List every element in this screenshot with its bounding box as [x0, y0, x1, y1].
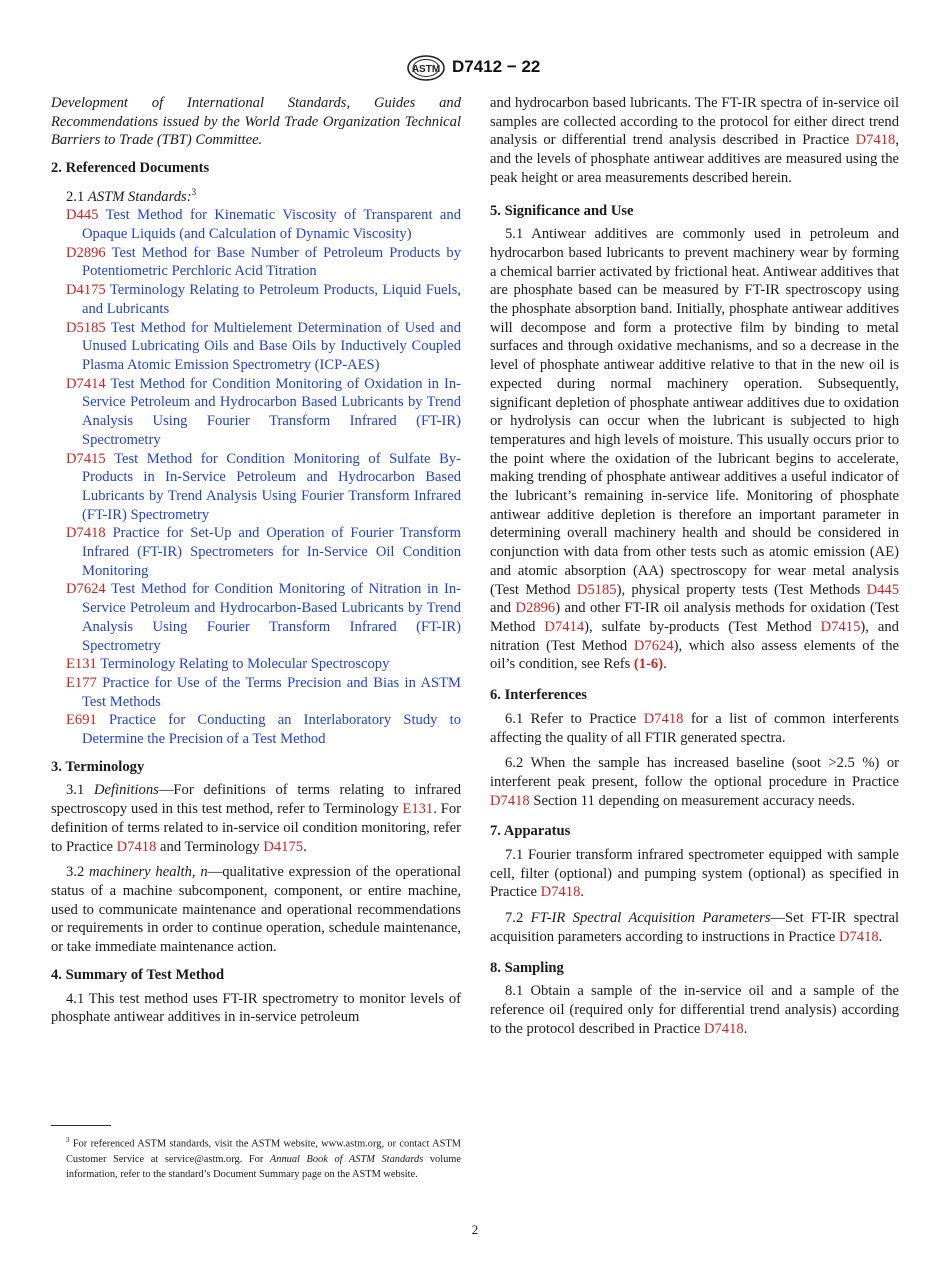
intro-text: Development of International Standards, Guides and Recommendations issued by the World Trade Organization Technical Barriers to Trade (TBT) Committee.: [51, 95, 461, 149]
section-2-heading: 2. Referenced Documents: [51, 160, 210, 177]
link-d7418[interactable]: D7418: [540, 884, 581, 901]
reference-title[interactable]: Test Method for Multielement Determination of Used and Unused Lubricating Oils and Base Oils by Inductively Coupled Plasma Atomic Emission Spectrometry (ICP-AES): [82, 319, 461, 373]
reference-item: [51, 450, 461, 525]
paragraph-7-2: 7.2 FT-IR Spectral Acquisition Parameters—Set FT-IR spectral acquisition parameters according to instructions in Practice D7418.: [490, 910, 900, 945]
link-d2896[interactable]: D2896: [515, 600, 556, 617]
section-7-heading: 7. Apparatus: [490, 823, 571, 840]
reference-item: [51, 206, 461, 243]
reference-title[interactable]: Test Method for Base Number of Petroleum Products by Potentiometric Perchloric Acid Titration: [82, 244, 462, 280]
reference-title[interactable]: Terminology Relating to Petroleum Products, Liquid Fuels, and Lubricants: [82, 282, 462, 317]
paragraph-5-1: 5.1 Antiwear additives are commonly used in petroleum and hydrocarbon based lubricants to prevent machinery wear by forming a chemical barrier activated by frictional heat. Antiwear additives that are phosphate based can be measured by FT-IR spectroscopy using the phosphate absorption band. Initially, phosphate antiwear additives will decompose and form a protective film by binding to metal surfaces and through oxidative mechanisms, and so a decrease in the level of phosphate antiwear additive relative to that in the new oil is expected during normal machinery operation. Subsequently, significant depletion of phosphate antiwear additives due to oxidation or hydrolysis can occur when the lubricant is subjected to high temperatures and high levels of moisture. This usually occurs prior to the point where the oxidation of the lubricant begins to accelerate, making trending of phosphate antiwear additives a useful indicator of the lubricant’s remaining in-service life. Monitoring of phosphate antiwear additive depletion is therefore an important parameter in determining overall machinery health and should be considered in conjunction with data from other tests such as atomic emission (AE) and atomic absorption (AA) spectroscopy for wear metal analysis (Test Method D5185), physical property tests (Test Methods D445 and D2896) and other FT-IR oil analysis methods for oxidation (Test Method D7414), sulfate by-products (Test Method D7415), and nitration (Test Method D7624), which also assess elements of the oil’s condition, see Refs (1-6).: [490, 226, 899, 673]
reference-link[interactable]: E177: [66, 674, 97, 691]
reference-link[interactable]: D445: [66, 207, 99, 224]
reference-title[interactable]: Test Method for Condition Monitoring of Nitration in In-Service Petroleum and Hydrocarbon-Based Lubricants by Trend Analysis Using Fourier Transform Infrared (FT-IR) Spectrometry: [82, 581, 461, 654]
reference-item: [51, 580, 461, 655]
section-6-heading: 6. Interferences: [490, 687, 587, 704]
paragraph-8-1: 8.1 Obtain a sample of the in-service oil and a sample of the reference oil (required only for differential trend analysis) according to the protocol described in Practice D7418.: [490, 983, 899, 1037]
reference-link[interactable]: D7624: [66, 581, 106, 598]
reference-item: [51, 711, 461, 748]
reference-list: [51, 206, 461, 748]
subsection-2-1: 2.1 ASTM Standards:$^3$: [66, 186, 197, 205]
link-d4175[interactable]: D4175: [263, 838, 304, 855]
paragraph-7-1: 7.1 Fourier transform infrared spectrometer equipped with sample cell, filter (optional) and pumping system (optional) as specified in Practice D7418.: [490, 847, 899, 901]
left-column: [51, 94, 461, 1027]
link-d7418[interactable]: D7418: [116, 838, 157, 855]
link-refs-1-6[interactable]: (1-6): [633, 656, 664, 673]
paragraph-3-1: 3.1 Definitions—For definitions of terms relating to infrared spectroscopy used in this test method, refer to Terminology E131. For definition of terms related to in-service oil condition monitoring, refer to Practice D7418 and Terminology D4175.: [51, 782, 461, 855]
link-d445[interactable]: D445: [866, 581, 899, 598]
reference-title[interactable]: Test Method for Condition Monitoring of Oxidation in In-Service Petroleum and Hydrocarbon Based Lubricants by Trend Analysis Using Fourier Transform Infrared (FT-IR) Spectrometry: [82, 375, 461, 448]
link-d7415[interactable]: D7415: [820, 618, 861, 635]
section-8-heading: 8. Sampling: [490, 959, 564, 976]
astm-logo-icon: [406, 55, 446, 81]
reference-item: [51, 674, 461, 711]
section-5-heading: 5. Significance and Use: [490, 202, 634, 219]
reference-title[interactable]: Practice for Conducting an Interlaboratory Study to Determine the Precision of a Test Method: [82, 712, 461, 748]
footnote-divider: [51, 1125, 111, 1126]
link-d7418[interactable]: D7418: [838, 928, 879, 945]
reference-item: [51, 375, 461, 450]
link-d7624[interactable]: D7624: [633, 637, 674, 654]
reference-title[interactable]: Test Method for Condition Monitoring of Sulfate By-Products in In-Service Petroleum and Hydrocarbon Based Lubricants by Trend Analysis Using Fourier Transform Infrared (FT-IR) Spectrometry: [82, 450, 462, 523]
paragraph-6-2: 6.2 When the sample has increased baseline (soot >2.5 %) or interferent peak present, follow the optional procedure in Practice D7418 Section 11 depending on measurement accuracy needs.: [490, 755, 899, 809]
reference-title[interactable]: Test Method for Kinematic Viscosity of Transparent and Opaque Liquids (and Calculation of Dynamic Viscosity): [82, 207, 462, 243]
reference-title[interactable]: Practice for Set-Up and Operation of Fourier Transform Infrared (FT-IR) Spectrometers for In-Service Oil Condition Monitoring: [82, 525, 461, 579]
reference-link[interactable]: D7415: [66, 450, 106, 467]
reference-link[interactable]: D2896: [66, 244, 106, 261]
link-d7418[interactable]: D7418: [643, 710, 684, 727]
reference-link[interactable]: D5185: [66, 319, 106, 336]
reference-item: [51, 244, 461, 281]
paragraph-4-1: 4.1 This test method uses FT-IR spectrometry to monitor levels of phosphate antiwear additives in in-service petroleum: [51, 990, 461, 1026]
link-d7414[interactable]: D7414: [544, 618, 585, 635]
reference-item: [51, 655, 461, 674]
footnote: $^3$ For referenced ASTM standards, visit the ASTM website, www.astm.org, or contact ASTM Customer Service at service@astm.org. For Annual Book of ASTM Standards volume information, refer to the standard’s Document Summary page on the ASTM website.: [66, 1136, 462, 1181]
reference-item: [51, 281, 461, 318]
section-4-heading: 4. Summary of Test Method: [51, 966, 225, 983]
reference-link[interactable]: D7414: [66, 375, 106, 392]
reference-link[interactable]: E691: [66, 712, 97, 729]
reference-link[interactable]: D7418: [66, 525, 106, 542]
right-column: [490, 94, 899, 1038]
standard-designation: D7412 − 22: [452, 57, 541, 76]
link-d7418[interactable]: D7418: [703, 1020, 744, 1037]
svg-text:ASTM: ASTM: [411, 64, 441, 75]
reference-item: [51, 524, 461, 580]
reference-item: [51, 319, 461, 375]
reference-title[interactable]: Terminology Relating to Molecular Spectroscopy: [100, 656, 390, 673]
paragraph-4-1-continued: and hydrocarbon based lubricants. The FT-IR spectra of in-service oil samples are collected according to the protocol for either direct trend analysis or differential trend analysis described in Practice D7418, and the levels of phosphate antiwear additives are measured using the peak height or area measurements described herein.: [490, 95, 899, 186]
paragraph-3-2: 3.2 machinery health, n—qualitative expression of the operational status of a machine subcomponent, component, or entire machine, used to communicate maintenance and operational recommendations or requirements in order to continue operation, schedule maintenance, or take immediate maintenance action.: [51, 864, 462, 956]
link-d7418[interactable]: D7418: [490, 792, 530, 809]
reference-link[interactable]: D4175: [66, 282, 106, 299]
section-3-heading: 3. Terminology: [51, 758, 145, 775]
paragraph-6-1: 6.1 Refer to Practice D7418 for a list of common interferents affecting the quality of all FTIR generated spectra.: [490, 710, 900, 746]
reference-link[interactable]: E131: [66, 656, 97, 673]
link-e131[interactable]: E131: [402, 801, 434, 818]
reference-title[interactable]: Practice for Use of the Terms Precision and Bias in ASTM Test Methods: [82, 674, 461, 710]
page-header: [0, 55, 950, 85]
link-d7418[interactable]: D7418: [855, 132, 896, 149]
page-number: 2: [471, 1222, 479, 1237]
link-d5185[interactable]: D5185: [576, 581, 617, 598]
